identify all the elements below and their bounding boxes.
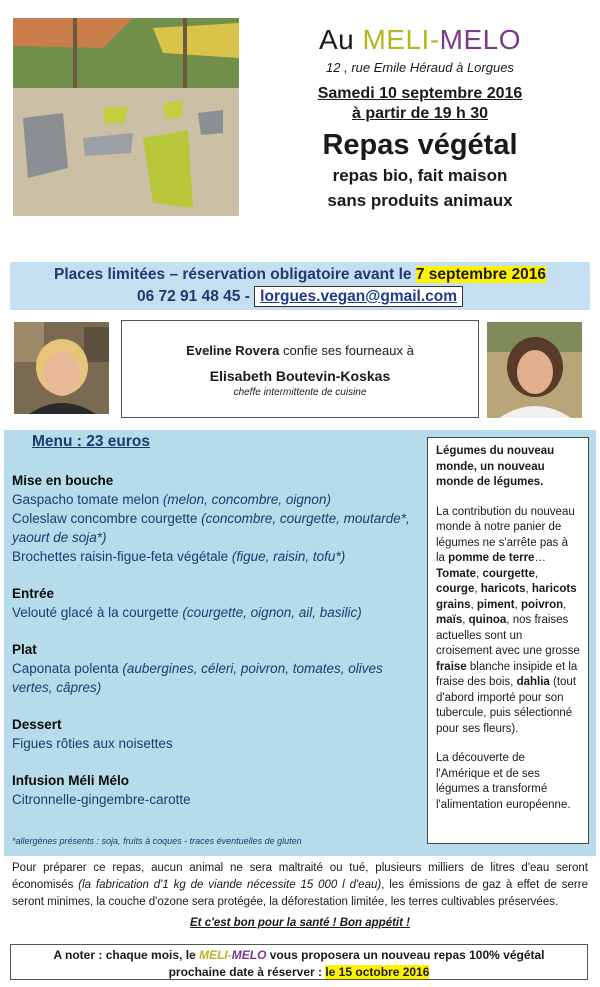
restaurant-name (250, 24, 590, 56)
menu-item-detail: (aubergines, céleri, poivron, tomates, olives vertes, câpres) (12, 661, 383, 695)
chef-box (121, 320, 479, 418)
closing-line: Et c'est bon pour la santé ! Bon appétit ! (190, 917, 410, 929)
host-text: confie ses fourneaux à (283, 343, 414, 358)
info-bold: piment (476, 598, 515, 611)
menu-item (12, 790, 420, 809)
note-text: A noter : chaque mois, le (53, 948, 196, 962)
menu-item-name: Velouté glacé à la courgette (12, 605, 179, 620)
menu-list (12, 432, 420, 809)
menu-item-name: Citronnelle-gingembre-carotte (12, 792, 191, 807)
chef-name: Elisabeth Boutevin-Koskas (209, 368, 391, 384)
note-text: vous proposera un nouveau repas 100% végétal (269, 948, 545, 962)
host-photo (14, 322, 109, 414)
info-bold: quinoa (468, 614, 507, 626)
menu-item (12, 659, 420, 697)
info-paragraph: La contribution du nouveau monde à notre panier de légumes ne s'arrête pas à la pomme de terre… Tomate, courgette, courge, haricots, haricots grains, piment, poivron, maïs, quinoa, nos fraises actuelles sont un croisement avec une grosse fraise blanche insipide et la fraise des bois, dahlia (tout d'abord importé pour son tubercule, puis sélectionné pour ses fleurs). (436, 505, 580, 735)
host-name: Eveline Rovera (186, 343, 280, 358)
menu-item-name: Coleslaw concombre courgette (12, 511, 198, 526)
info-bold: courge (436, 583, 475, 595)
menu-item-detail: (courgette, oignon, ail, basilic) (182, 605, 362, 620)
terrace-photo (13, 18, 239, 216)
menu-item-name: Figues rôties aux noisettes (12, 736, 173, 751)
reservation-deadline: 7 septembre 2016 (415, 266, 546, 283)
info-bold: courgette (482, 567, 535, 580)
note-text: prochaine date à réserver : (168, 965, 322, 979)
event-subtitle-1: repas bio, fait maison (332, 166, 508, 185)
reservation-banner (10, 262, 590, 310)
monthly-note-box (10, 944, 588, 980)
brand-dash: - (429, 24, 440, 55)
phone-number: 06 72 91 48 45 - (136, 288, 250, 305)
footer-text-a: Pour préparer ce repas, aucun animal ne sera maltraité ou tué, plusieurs milliers de litres d'eau seront économisés (12, 862, 588, 891)
menu-item-name: Gaspacho tomate melon (12, 492, 160, 507)
menu-item-detail: (melon, concombre, oignon) (162, 492, 331, 507)
address: 12 , rue Emile Héraud à Lorgues (326, 60, 514, 75)
info-paragraph: La découverte de l'Amérique et de ses légumes a transformé l'alimentation européenne. (436, 752, 571, 811)
menu-item-name: Caponata polenta (12, 661, 119, 676)
note-brand-1: MELI (199, 948, 228, 962)
menu-section-title: Dessert (12, 717, 62, 732)
menu-section-title: Mise en bouche (12, 473, 114, 488)
chef-photo (487, 322, 582, 418)
next-date: le 15 octobre 2016 (325, 965, 430, 979)
info-bold: Tomate (436, 567, 477, 580)
footer-text (12, 860, 588, 932)
event-date: Samedi 10 septembre 2016 (317, 85, 523, 102)
menu-item (12, 734, 420, 753)
vegetables-info-box (427, 437, 589, 844)
info-text: La contribution du nouveau monde à notre panier de légumes ne s'arrête pas à la (436, 505, 575, 564)
event-subtitle-2: sans produits animaux (327, 191, 513, 210)
menu-section-title: Entrée (12, 586, 55, 601)
menu-item (12, 490, 420, 509)
chef-role: cheffe intermittente de cuisine (233, 387, 367, 398)
brand-prefix: Au (318, 24, 355, 55)
reservation-text: Places limitées – réservation obligatoire avant le (54, 266, 412, 283)
info-heading: Légumes du nouveau monde, un nouveau monde de légumes. (436, 445, 555, 488)
note-line-2 (11, 964, 587, 981)
note-brand-2: MELO (231, 948, 267, 962)
menu-item (12, 509, 420, 547)
brand-part-2: MELO (439, 24, 522, 55)
info-bold: dahlia (516, 676, 550, 688)
info-bold: poivron (521, 598, 564, 611)
menu-section-title: Infusion Méli Mélo (12, 773, 129, 788)
info-text: blanche insipide et la fraise des bois, (436, 660, 578, 688)
footer-text-c: , les émissions de gaz à effet de serre seront minimes, la couche d'ozone sera protégée, la déforestation limitée, les terres cultivables préservées. (12, 879, 588, 908)
info-bold: haricots (480, 583, 526, 595)
brand-part-1: MELI (362, 24, 430, 55)
event-header (250, 18, 590, 212)
host-line (122, 343, 478, 358)
email-link[interactable]: lorgues.vegan@gmail.com (254, 286, 463, 307)
menu-item (12, 603, 420, 622)
info-text: (tout d'abord importé pour son tubercule, puis sélectionné pour ses fleurs). (436, 676, 577, 735)
event-title: Repas végétal (322, 129, 518, 161)
info-text: … (534, 552, 546, 564)
menu-item (12, 547, 420, 566)
info-bold: maïs (436, 614, 463, 626)
info-bold: pomme de terre (448, 552, 535, 564)
footer-text-b: (la fabrication d'1 kg de viande nécessite 15 000 l d'eau) (78, 879, 382, 891)
info-bold: fraise (436, 660, 467, 673)
menu-item-detail: (figue, raisin, tofu*) (231, 549, 346, 564)
info-bold: haricots grains (436, 583, 577, 611)
allergens-note: *allergènes présents : soja, fruits à coques - traces éventuelles de gluten (12, 836, 302, 846)
info-text: , nos fraises actuelles sont un croisement avec une grosse (436, 614, 580, 657)
menu-section-title: Plat (12, 642, 37, 657)
note-line-1 (11, 947, 587, 964)
note-brand-dash: - (227, 948, 232, 962)
footer-paragraph (12, 860, 588, 911)
menu-item-detail: (concombre, courgette, moutarde*, yaourt de soja*) (12, 511, 410, 545)
event-time: à partir de 19 h 30 (351, 105, 489, 122)
menu-title: Menu : 23 euros (32, 433, 150, 450)
menu-item-name: Brochettes raisin-figue-feta végétale (12, 549, 229, 564)
